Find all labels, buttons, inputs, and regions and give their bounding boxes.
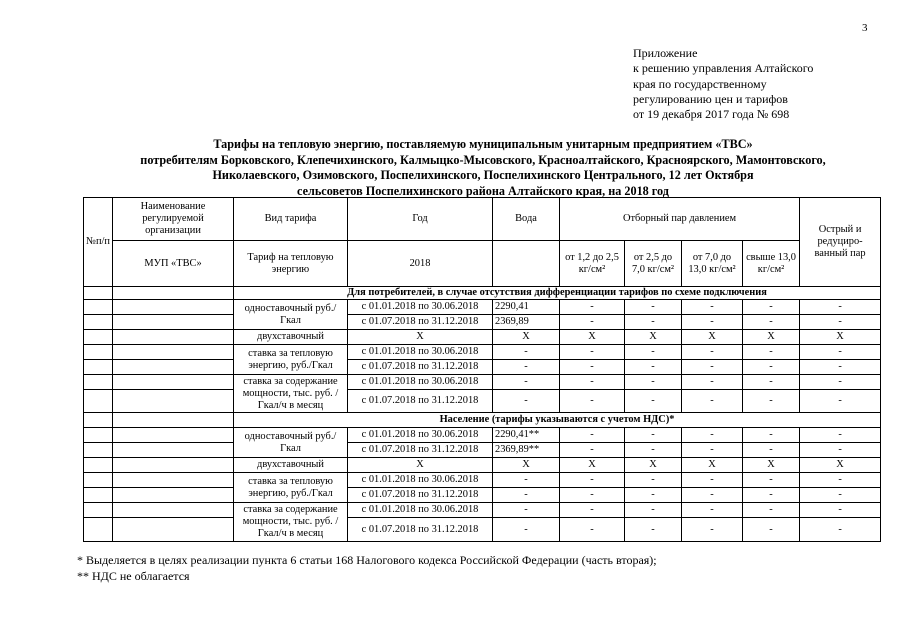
cell-value: - [493,473,560,488]
empty-cell [113,375,234,390]
cell-value: - [743,315,800,330]
cell-value: - [743,503,800,518]
cell-value: - [800,503,881,518]
table-row [84,428,881,443]
cell-value: - [625,503,682,518]
pressure-3: от 7,0 до 13,0 кг/см² [682,241,743,287]
water-value: 2290,41** [493,428,560,443]
cell-value: - [682,360,743,375]
cell-value: - [743,443,800,458]
empty-cell [113,458,234,473]
empty-cell [113,300,234,315]
cell-value: - [625,300,682,315]
period: с 01.07.2018 по 31.12.2018 [348,488,493,503]
empty-cell [84,428,113,443]
cell-value: - [682,300,743,315]
title-line: Николаевского, Озимовского, Поспелихинского, Поспелихинского Центрального, 12 лет Октября [212,168,754,182]
empty-cell [113,345,234,360]
cell-value: - [493,360,560,375]
cell-value: X [560,458,625,473]
cell-value: - [682,473,743,488]
cell-value: - [682,315,743,330]
cell-value: X [800,330,881,345]
cell-value: - [743,345,800,360]
cell-value: - [560,428,625,443]
cell-value: - [682,518,743,542]
cell-value: - [560,518,625,542]
table-row [84,345,881,360]
empty-cell [113,518,234,542]
cell-value: X [682,458,743,473]
empty-cell [84,443,113,458]
pressure-1: от 1,2 до 2,5 кг/см² [560,241,625,287]
cell-value: - [493,375,560,390]
period: с 01.07.2018 по 31.12.2018 [348,443,493,458]
empty-cell [84,413,113,428]
section-row [84,287,881,300]
cell-value: X [800,458,881,473]
cell-value: - [560,488,625,503]
cell-value: - [625,488,682,503]
water-value: 2290,41 [493,300,560,315]
header-org: Наименование регулируемой организации [113,198,234,241]
period: с 01.07.2018 по 31.12.2018 [348,315,493,330]
section-title: Население (тарифы указываются с учетом НДС)* [234,413,881,428]
empty-cell [113,488,234,503]
header-water: Вода [493,198,560,241]
cell-value: X [625,458,682,473]
cell-value: - [800,443,881,458]
period: с 01.01.2018 по 30.06.2018 [348,428,493,443]
cell-value: - [493,345,560,360]
cell-value: - [800,390,881,413]
empty-cell [84,360,113,375]
empty-cell [84,473,113,488]
pressure-2: от 2,5 до 7,0 кг/см² [625,241,682,287]
empty-cell [84,458,113,473]
cell-value: - [625,428,682,443]
cell-value: - [800,518,881,542]
empty-cell [84,330,113,345]
cell-value: - [625,360,682,375]
cell-value: - [682,375,743,390]
cell-value: - [743,390,800,413]
title-line: Тарифы на тепловую энергию, поставляемую муниципальным унитарным предприятием «ТВС» [213,137,753,151]
tariff-label: одноставочный руб./Гкал [234,300,348,330]
cell-value: - [682,390,743,413]
empty-cell [84,390,113,413]
section-title: Для потребителей, в случае отсутствия дифференциации тарифов по схеме подключения [234,287,881,300]
header-row-2 [84,241,881,287]
cell-value: - [493,390,560,413]
cell-value: - [560,390,625,413]
cell-value: - [493,503,560,518]
appendix-header [633,46,813,122]
table-row [84,300,881,315]
tariff-label: ставка за содержание мощности, тыс. руб. /Гкал/ч в месяц [234,375,348,413]
empty-cell [84,488,113,503]
title-line: сельсоветов Поспелихинского района Алтайского края, на 2018 год [297,183,669,198]
cell-value: - [743,473,800,488]
table-row [84,375,881,390]
tariff-label: ставка за тепловую энергию, руб./Гкал [234,345,348,375]
cell-value: - [560,300,625,315]
empty-cell [113,287,234,300]
table-row [84,458,881,473]
cell-value: - [625,375,682,390]
cell-value: - [560,360,625,375]
cell-value: X [348,458,493,473]
empty-cell [84,375,113,390]
header-num: №п/п [84,198,113,287]
cell-value: X [493,458,560,473]
header-row [84,198,881,241]
cell-value: - [682,488,743,503]
period: с 01.07.2018 по 31.12.2018 [348,518,493,542]
tariff-label: двухставочный [234,458,348,473]
tariff-name: Тариф на тепловую энергию [234,241,348,287]
cell-value: - [682,345,743,360]
cell-value: - [682,503,743,518]
tariff-label: двухставочный [234,330,348,345]
header-year: Год [348,198,493,241]
cell-value: - [743,360,800,375]
cell-value: - [800,300,881,315]
cell-value: - [625,473,682,488]
cell-value: - [625,443,682,458]
cell-value: - [625,315,682,330]
empty-cell [84,345,113,360]
cell-value: X [560,330,625,345]
cell-value: - [560,375,625,390]
cell-value: - [800,473,881,488]
period: с 01.01.2018 по 30.06.2018 [348,345,493,360]
table-row [84,330,881,345]
cell-value: X [743,458,800,473]
cell-value: X [625,330,682,345]
empty-cell [113,503,234,518]
appendix-line: от 19 декабря 2017 года № 698 [633,107,790,122]
cell-value: - [625,390,682,413]
cell-value: - [493,518,560,542]
cell-value: - [800,488,881,503]
footnote: * Выделяется в целях реализации пункта 6 статьи 168 Налогового кодекса Российской Федерации (часть вторая); [77,553,657,567]
cell-value: - [743,300,800,315]
table-row [84,488,881,503]
tariff-label: ставка за содержание мощности, тыс. руб. /Гкал/ч в месяц [234,503,348,542]
period: с 01.01.2018 по 30.06.2018 [348,473,493,488]
period: с 01.01.2018 по 30.06.2018 [348,375,493,390]
cell-value: - [800,345,881,360]
cell-value: X [348,330,493,345]
cell-value: X [682,330,743,345]
cell-value: - [743,375,800,390]
header-sharp-steam: Острый и редуциро-ванный пар [800,198,881,287]
cell-value: - [560,345,625,360]
footnote: ** НДС не облагается [77,569,190,583]
empty-cell [84,518,113,542]
water-value: 2369,89 [493,315,560,330]
cell-value: - [625,345,682,360]
period: с 01.01.2018 по 30.06.2018 [348,503,493,518]
empty-cell [113,443,234,458]
cell-value: - [800,315,881,330]
cell-value: - [743,518,800,542]
table-row [84,443,881,458]
empty-cell [113,360,234,375]
document-title [60,137,904,199]
empty-cell [84,315,113,330]
section-row [84,413,881,428]
cell-value: - [800,428,881,443]
appendix-line: к решению управления Алтайского [633,61,814,76]
tariff-label: одноставочный руб./Гкал [234,428,348,458]
cell-value: - [743,488,800,503]
tariff-year: 2018 [348,241,493,287]
period: с 01.07.2018 по 31.12.2018 [348,390,493,413]
empty-cell [113,390,234,413]
table-row [84,473,881,488]
cell-value: - [560,503,625,518]
empty-cell [84,300,113,315]
empty-cell [113,473,234,488]
cell-value: - [493,488,560,503]
appendix-line: регулированию цен и тарифов [633,91,788,106]
cell-value: - [625,518,682,542]
table-row [84,518,881,542]
tariffs-table [83,197,881,542]
table-row [84,503,881,518]
cell-value: - [682,443,743,458]
empty-cell [84,287,113,300]
header-tariff-type: Вид тарифа [234,198,348,241]
pressure-4: свыше 13,0 кг/см² [743,241,800,287]
tariff-label: ставка за тепловую энергию, руб./Гкал [234,473,348,503]
cell-value: - [560,315,625,330]
empty-cell [84,503,113,518]
header-steam: Отборный пар давлением [560,198,800,241]
table-row [84,315,881,330]
period: с 01.07.2018 по 31.12.2018 [348,360,493,375]
title-line: потребителям Борковского, Клепечихинского, Калмыцко-Мысовского, Красноалтайского, Красноярского, Мамонтовского, [140,152,826,167]
appendix-line: края по государственному [633,76,767,91]
cell-value: - [560,443,625,458]
empty-cell [493,241,560,287]
water-value: 2369,89** [493,443,560,458]
empty-cell [113,428,234,443]
cell-value: X [493,330,560,345]
empty-cell [113,330,234,345]
table-row [84,390,881,413]
empty-cell [113,315,234,330]
cell-value: - [800,360,881,375]
cell-value: - [560,473,625,488]
table-row [84,360,881,375]
period: с 01.01.2018 по 30.06.2018 [348,300,493,315]
cell-value: - [682,428,743,443]
empty-cell [113,413,234,428]
cell-value: X [743,330,800,345]
appendix-line: Приложение [633,46,698,60]
page-number: 3 [862,22,868,34]
org-name: МУП «ТВС» [113,241,234,287]
cell-value: - [743,428,800,443]
cell-value: - [800,375,881,390]
